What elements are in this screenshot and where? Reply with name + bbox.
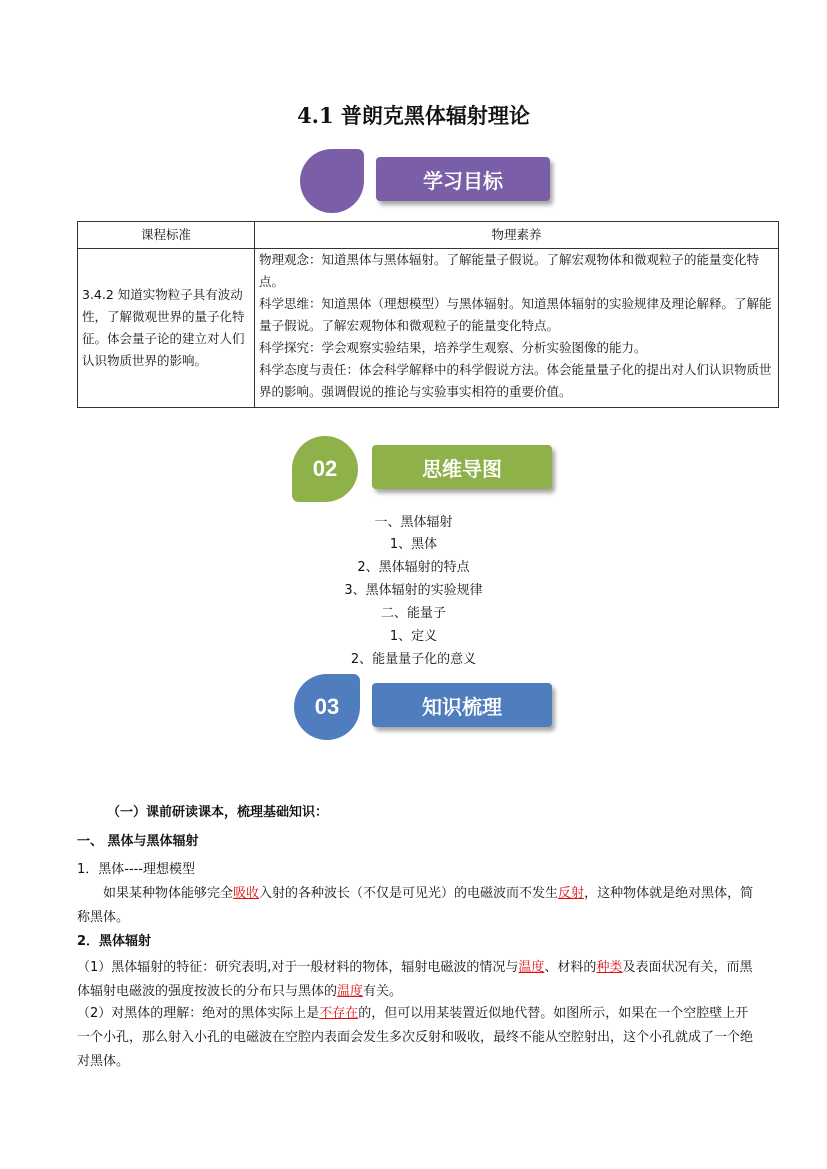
banner-badge-02: 02 <box>292 436 358 502</box>
mindmap-item: 二、能量子 <box>380 606 446 621</box>
paragraph-radiation <box>77 956 757 1004</box>
text-run: （2）对黑体的理解：绝对的黑体实际上是 <box>77 1006 320 1021</box>
banner-blob-purple <box>300 149 364 213</box>
text-run: 有关。 <box>363 984 403 999</box>
literacy-line: 物理观念：知道黑体与黑体辐射。了解能量子假说。了解宏观物体和微观粒子的能量变化特点。 <box>259 252 760 289</box>
text-run: 如果某种物体能够完全 <box>103 886 234 901</box>
text-run: ，这种物体就是绝对黑体，简称黑体。 <box>77 886 754 925</box>
section-heading: （一）课前研读课本，梳理基础知识： <box>107 805 329 820</box>
literacy-line: 科学思维：知道黑体（理想模型）与黑体辐射。知道黑体辐射的实验规律及理论解释。了解能量子假说。了解宏观物体和微观粒子的能量变化特点。 <box>259 296 772 333</box>
answer-text: 温度 <box>337 984 364 999</box>
paragraph-blackbody <box>77 882 757 930</box>
text-run: 的，但可以用某装置近似地代替。如图所示，如果在一个空腔壁上开一个小孔，那么射入小孔的电磁波在空腔内表面会发生多次反射和吸收，最终不能从空腔射出，这个小孔就成了一个绝对黑体。 <box>77 1006 754 1069</box>
subheading-blackbody: 1．黑体----理想模型 <box>77 862 196 877</box>
goals-table <box>77 221 779 408</box>
answer-text: 不存在 <box>319 1006 359 1021</box>
subheading-radiation: 2．黑体辐射 <box>77 934 152 949</box>
paragraph-understanding <box>77 1002 757 1074</box>
banner-badge-03: 03 <box>294 674 360 740</box>
table-cell-standard: 3.4.2 知道实物粒子具有波动性，了解微观世界的量子化特征。体会量子论的建立对人们认识物质世界的影响。 <box>78 249 255 408</box>
text-run: （1）黑体辐射的特征：研究表明,对于一般材料的物体，辐射电磁波的情况与 <box>77 960 519 975</box>
table-cell-literacy <box>255 249 779 408</box>
literacy-line: 科学态度与责任：体会科学解释中的科学假说方法。体会能量量子化的提出对人们认识物质世界的影响。强调假说的推论与实验事实相符的重要价值。 <box>259 362 772 399</box>
table-header-literacy: 物理素养 <box>255 222 779 249</box>
mindmap-item: 2、黑体辐射的特点 <box>357 560 470 575</box>
text-run: 、材料的 <box>544 960 597 975</box>
banner-mind-map: 思维导图 <box>372 445 552 489</box>
mindmap-item: 1、黑体 <box>389 537 438 552</box>
banner-learning-goals: 学习目标 <box>376 157 550 201</box>
answer-text: 温度 <box>518 960 545 975</box>
mindmap-item: 1、定义 <box>389 629 438 644</box>
literacy-line: 科学探究：学会观察实验结果，培养学生观察、分析实验图像的能力。 <box>259 340 647 355</box>
mindmap-item: 2、能量量子化的意义 <box>350 652 477 667</box>
text-run: 及表面状况有关，而黑体辐射电磁波的强度按波长的分布只与黑体的 <box>77 960 753 999</box>
heading-blackbody: 一、 黑体与黑体辐射 <box>77 834 199 849</box>
banner-knowledge: 知识梳理 <box>372 683 552 727</box>
answer-text: 反射 <box>558 886 585 901</box>
answer-text: 种类 <box>596 960 623 975</box>
table-header-standard: 课程标准 <box>78 222 255 249</box>
mindmap-item: 一、黑体辐射 <box>374 515 453 530</box>
answer-text: 吸收 <box>233 886 260 901</box>
mindmap-item: 3、黑体辐射的实验规律 <box>344 583 483 598</box>
page-title: 4.1 普朗克黑体辐射理论 <box>297 103 530 128</box>
text-run: 入射的各种波长（不仅是可见光）的电磁波而不发生 <box>259 886 559 901</box>
